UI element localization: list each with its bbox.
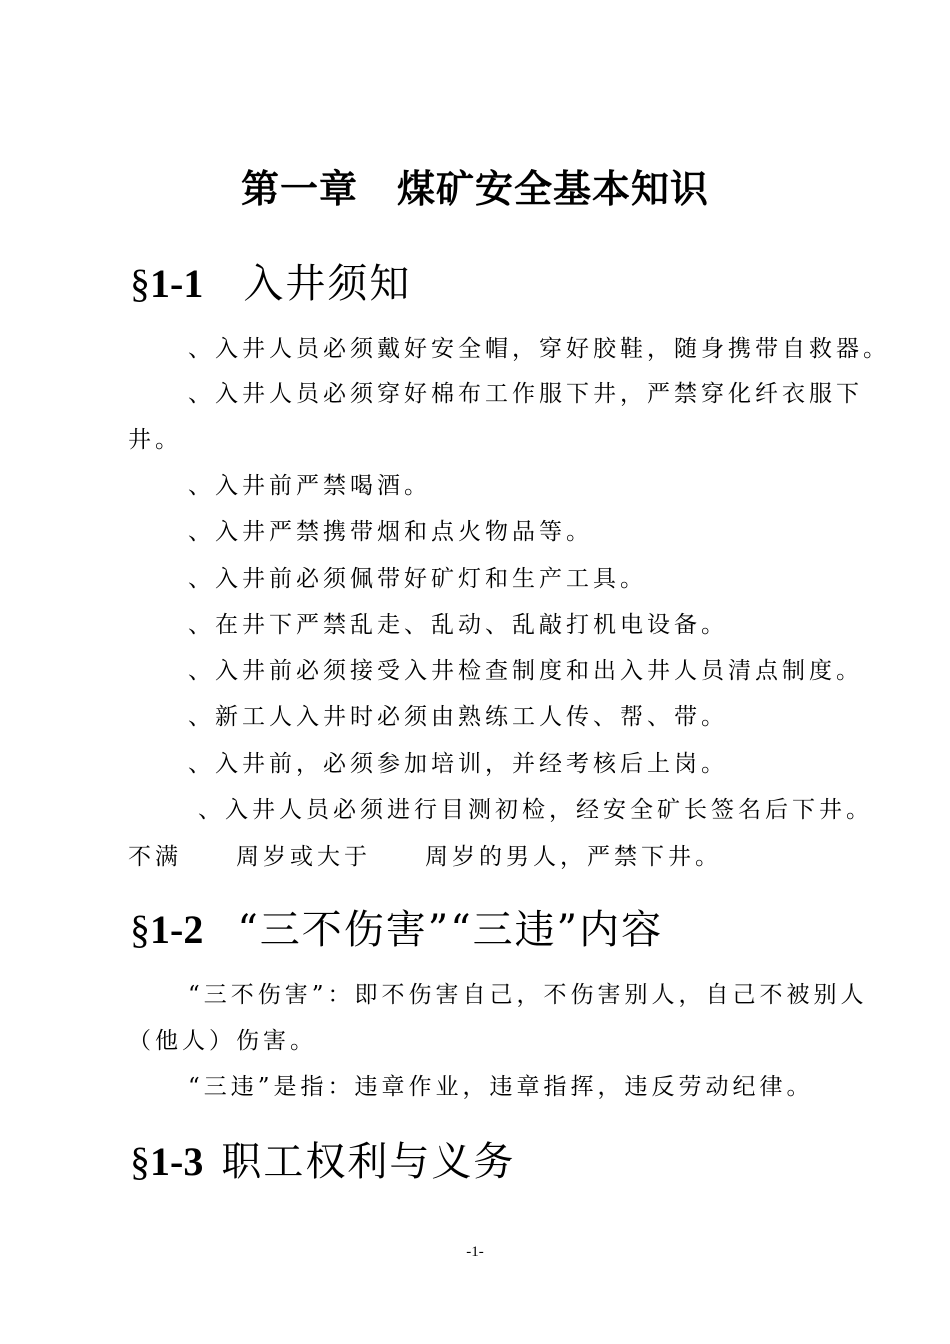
section-heading-1-1 xyxy=(130,252,411,309)
rule-line-continuation: 不满 周岁或大于 周岁的男人，严禁下井。 xyxy=(128,844,722,870)
rule-line: 、入井人员必须戴好安全帽，穿好胶鞋，随身携带自救器。 xyxy=(188,336,890,362)
rule-line: 、入井前严禁喝酒。 xyxy=(188,473,431,499)
section-mark: § xyxy=(130,1139,150,1184)
section-heading-1-2 xyxy=(130,898,663,955)
section-title: 入井须知 xyxy=(243,261,412,307)
section-heading-1-3 xyxy=(130,1130,515,1187)
rule-line: 、入井前，必须参加培训，并经考核后上岗。 xyxy=(188,751,728,777)
rule-line: 、入井人员必须进行目测初检，经安全矿长签名后下井。 xyxy=(198,797,873,823)
section-mark: § xyxy=(130,907,150,952)
section-number: 1-3 xyxy=(150,1139,204,1184)
paragraph-line: “三不伤害”：即不伤害自己，不伤害别人，自己不被别人 xyxy=(188,982,868,1008)
rule-line: 、入井人员必须穿好棉布工作服下井，严禁穿化纤衣服下 xyxy=(188,381,863,407)
page-number: -1- xyxy=(466,1244,484,1260)
rule-line: 、在井下严禁乱走、乱动、乱敲打机电设备。 xyxy=(188,612,728,638)
section-number: 1-2 xyxy=(150,907,204,952)
section-mark: § xyxy=(130,261,150,306)
rule-line: 、入井前必须佩带好矿灯和生产工具。 xyxy=(188,566,647,592)
rule-line-continuation: 井。 xyxy=(128,427,182,453)
rule-line: 、入井前必须接受入井检查制度和出入井人员清点制度。 xyxy=(188,658,863,684)
paragraph-line: “三违”是指：违章作业，违章指挥，违反劳动纪律。 xyxy=(188,1074,814,1100)
section-number: 1-1 xyxy=(150,261,204,306)
chapter-title: 第一章 煤矿安全基本知识 xyxy=(240,167,709,211)
section-title: 职工权利与义务 xyxy=(221,1139,516,1185)
rule-line: 、入井严禁携带烟和点火物品等。 xyxy=(188,519,593,545)
section-title: “三不伤害”“三违”内容 xyxy=(237,907,664,953)
paragraph-line-continuation: （他人）伤害。 xyxy=(128,1028,317,1054)
rule-line: 、新工人入井时必须由熟练工人传、帮、带。 xyxy=(188,704,728,730)
